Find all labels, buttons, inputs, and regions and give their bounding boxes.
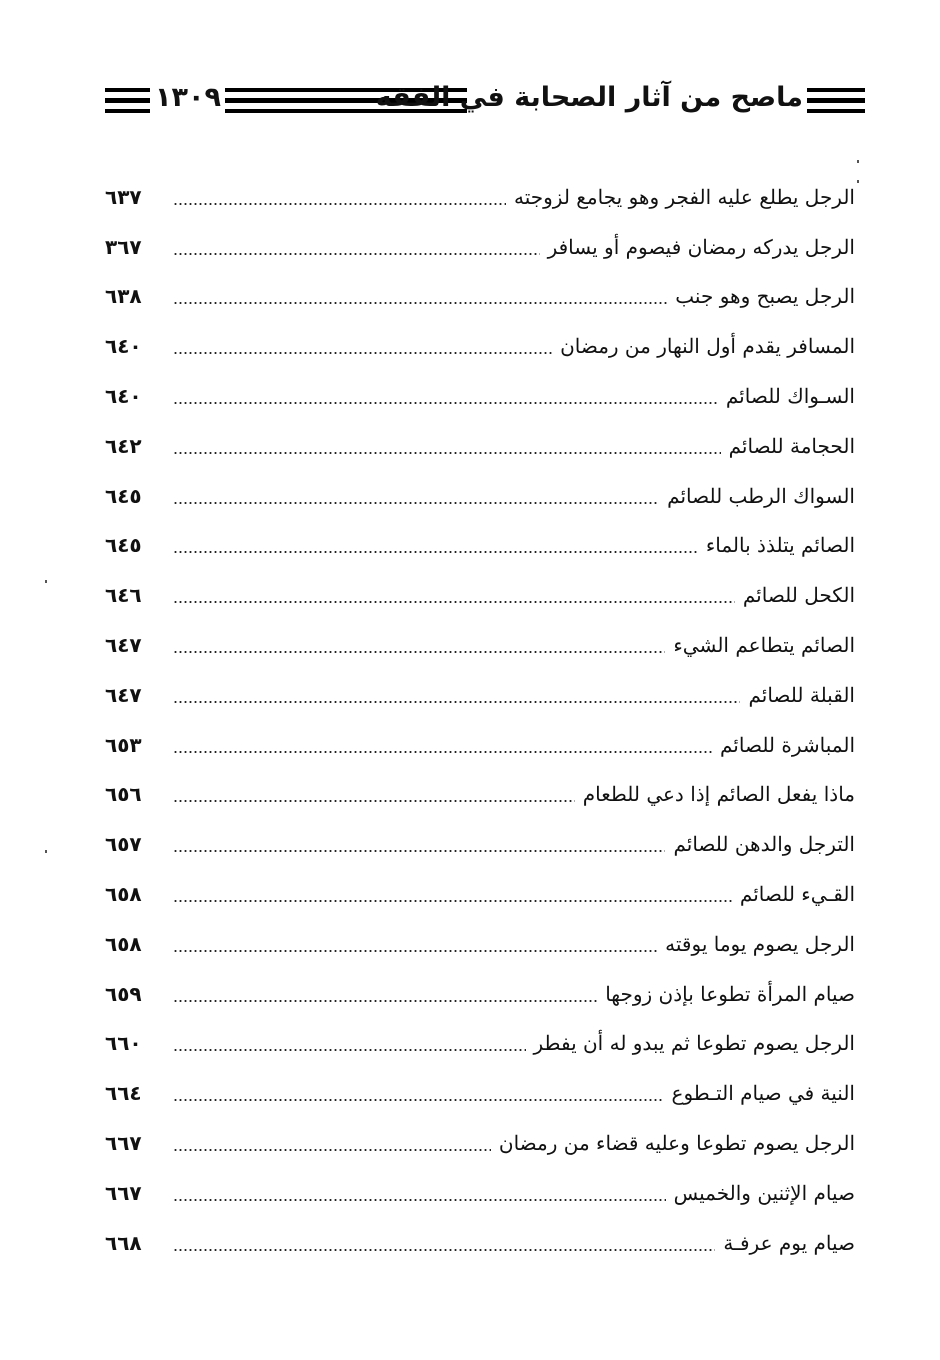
dot-leader [173,1199,666,1201]
toc-entry-title: الرجل يصوم تطوعا ثم يبدو له أن يفطر [533,1031,855,1056]
dot-leader [173,1000,597,1002]
toc-entry-page: ٣٦٧ [105,234,142,259]
page-header [105,82,865,122]
toc-entry-page: ٦٤٥ [105,483,142,508]
dot-leader [173,751,712,753]
toc-entry-page: ٦٤٠ [105,334,142,359]
toc-entry [105,819,855,869]
dot-leader [173,1249,715,1251]
toc-entry-title: صيام المرأة تطوعا بإذن زوجها [605,981,855,1006]
toc-entry [105,1168,855,1218]
toc-entry [105,471,855,521]
dot-leader [173,302,667,304]
dot-leader [173,701,740,703]
toc-entry [105,919,855,969]
dot-leader [173,800,575,802]
toc-entry-title: الرجل يطلع عليه الفجر وهو يجامع لزوجته [514,184,855,209]
toc-entry-page: ٦٦٨ [105,1230,142,1255]
dot-leader [173,551,698,553]
toc-entry [105,272,855,322]
dot-leader [173,900,732,902]
toc-entry [105,620,855,670]
toc-entry [105,969,855,1019]
toc-entry-title: الترجل والدهن للصائم [673,832,855,857]
toc-entry-page: ٦٣٧ [105,184,142,209]
header-rule-right [807,88,865,116]
toc-entry-page: ٦٤٥ [105,533,142,558]
toc-entry [105,521,855,571]
dot-leader [173,651,665,653]
dot-leader [173,950,657,952]
toc-entry [105,670,855,720]
margin-speck [45,850,47,853]
toc-entry-page: ٦٦٠ [105,1031,142,1056]
toc-entry-title: القبلة للصائم [748,682,855,707]
toc-entry-page: ٦٥٣ [105,732,142,757]
toc-entry [105,720,855,770]
toc-entry [105,770,855,820]
toc-entry-page: ٦٦٧ [105,1131,142,1156]
toc-entry-page: ٦٦٧ [105,1180,142,1205]
page-number: ١٣٠٩ [155,82,221,113]
margin-speck [857,180,859,183]
toc-entry-title: الرجل يصوم يوما يوقته [665,931,855,956]
toc-entry-title: الرجل يصبح وهو جنب [675,284,855,309]
toc-entry-title: السواك الرطب للصائم [667,483,855,508]
toc-entry [105,1118,855,1168]
toc-entry-title: المباشرة للصائم [720,732,855,757]
dot-leader [173,601,735,603]
toc-entry-title: السـواك للصائم [725,384,855,409]
toc-entry-title: صيام الإثنين والخميس [673,1180,855,1205]
toc-entry [105,321,855,371]
toc-entry-title: المسافر يقدم أول النهار من رمضان [560,334,855,359]
toc-entry [105,371,855,421]
toc-entry [105,1218,855,1268]
toc-entry-page: ٦٥٦ [105,782,142,807]
dot-leader [173,1049,526,1051]
toc-entry-page: ٦٤٠ [105,384,142,409]
toc-entry-title: الرجل يصوم تطوعا وعليه قضاء من رمضان [498,1131,855,1156]
toc-entry-title: الرجل يدركه رمضان فيصوم أو يسافر [547,234,855,259]
toc-entry-title: الصائم يتطاعم الشيء [673,633,855,658]
table-of-contents [105,172,855,1268]
dot-leader [173,502,659,504]
toc-entry [105,421,855,471]
dot-leader [173,203,506,205]
dot-leader [173,1149,491,1151]
toc-entry-title: الصائم يتلذذ بالماء [705,533,855,558]
dot-leader [173,253,540,255]
margin-speck [45,580,47,583]
toc-entry-page: ٦٤٦ [105,583,142,608]
header-rule-left [105,88,150,116]
toc-entry-page: ٦٥٨ [105,931,142,956]
toc-entry-page: ٦٦٤ [105,1081,142,1106]
toc-entry-page: ٦٥٩ [105,981,142,1006]
margin-speck [857,160,859,163]
toc-entry [105,222,855,272]
book-title: ماصح من آثار الصحابة في الفقه [375,82,803,113]
toc-entry-title: الحجامة للصائم [728,433,855,458]
toc-entry-page: ٦٣٨ [105,284,142,309]
toc-entry [105,1019,855,1069]
toc-entry [105,570,855,620]
toc-entry [105,172,855,222]
toc-entry-page: ٦٥٨ [105,882,142,907]
toc-entry-title: النية في صيام التـطوع [671,1081,855,1106]
toc-entry [105,869,855,919]
dot-leader [173,402,718,404]
toc-entry-title: ماذا يفعل الصائم إذا دعي للطعام [582,782,855,807]
toc-entry-page: ٦٤٧ [105,633,142,658]
toc-entry-title: الكحل للصائم [742,583,855,608]
toc-entry-page: ٦٤٢ [105,433,142,458]
dot-leader [173,850,665,852]
toc-entry-title: صيام يوم عرفـة [723,1230,855,1255]
toc-entry [105,1068,855,1118]
toc-entry-page: ٦٥٧ [105,832,142,857]
dot-leader [173,352,552,354]
dot-leader [173,452,721,454]
dot-leader [173,1099,664,1101]
toc-entry-title: القـيء للصائم [739,882,855,907]
toc-entry-page: ٦٤٧ [105,682,142,707]
